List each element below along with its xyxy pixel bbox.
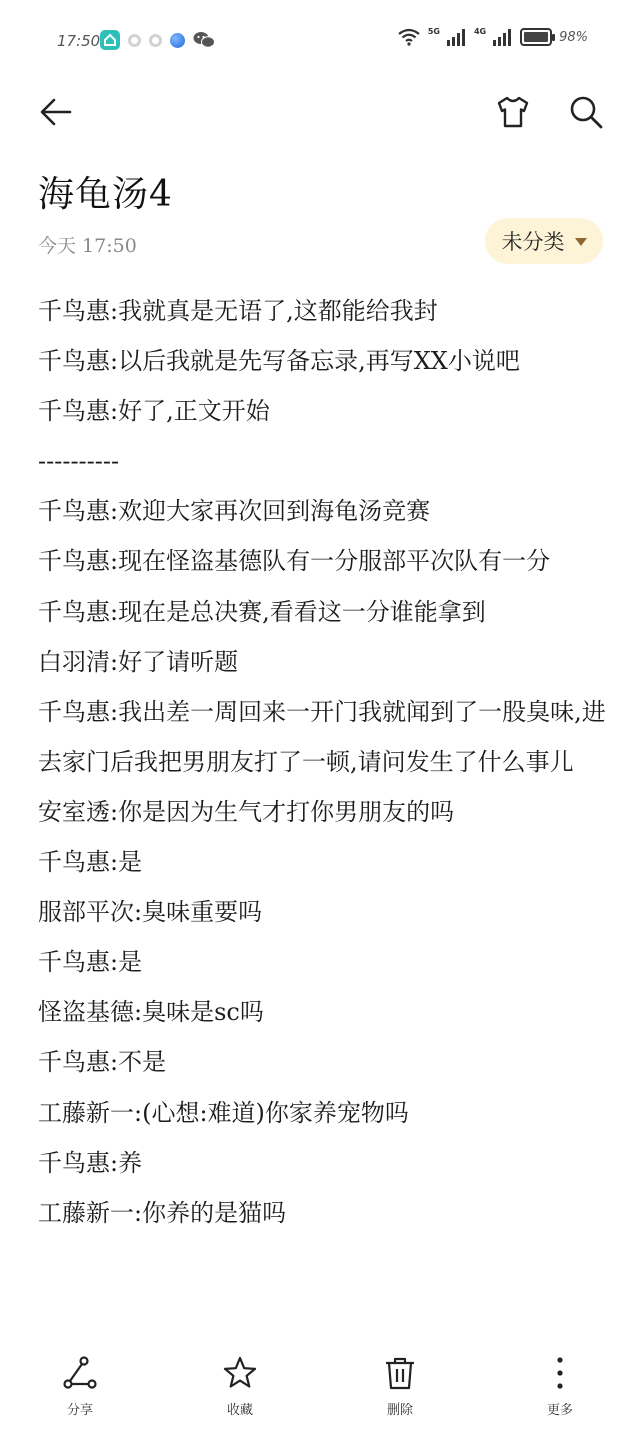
- note-line: 千鸟惠:是: [38, 848, 143, 877]
- note-line: 服部平次:臭味重要吗: [38, 898, 263, 927]
- category-dropdown[interactable]: [485, 218, 603, 264]
- note-line: 千鸟惠:是: [38, 948, 143, 977]
- delete-button[interactable]: [320, 1345, 480, 1429]
- arrow-left-icon: [39, 97, 73, 127]
- share-label: 分享: [66, 1403, 93, 1418]
- status-time: 17:50: [57, 32, 101, 50]
- share-button[interactable]: [0, 1345, 160, 1429]
- network-4g-label: 4G: [473, 26, 487, 36]
- more-vertical-icon: [542, 1355, 578, 1391]
- note-separator: ----------: [38, 447, 120, 476]
- note-title[interactable]: 海龟汤4: [38, 174, 173, 215]
- note-line: 千鸟惠:现在怪盗基德队有一分服部平次队有一分: [38, 547, 551, 576]
- search-icon: [568, 94, 604, 130]
- signal-5g-icon: [447, 28, 467, 46]
- note-line: 工藤新一:(心想:难道)你家养宠物吗: [38, 1098, 409, 1127]
- note-line: 安室透:你是因为生气才打你男朋友的吗: [38, 797, 455, 826]
- wechat-icon: [193, 31, 215, 49]
- note-body[interactable]: [38, 286, 606, 1336]
- category-label: 未分类: [501, 230, 565, 254]
- wifi-icon: [397, 28, 421, 46]
- theme-button[interactable]: [493, 92, 533, 132]
- back-button[interactable]: [36, 92, 76, 132]
- battery-icon: [520, 28, 552, 46]
- status-bar: [0, 0, 640, 84]
- trash-icon: [382, 1355, 418, 1391]
- note-timestamp: 今天 17:50: [38, 235, 137, 257]
- star-icon: [222, 1355, 258, 1391]
- note-line: 千鸟惠:不是: [38, 1048, 167, 1077]
- home-app-icon: [100, 30, 120, 50]
- search-button[interactable]: [566, 92, 606, 132]
- share-icon: [62, 1355, 98, 1391]
- notification-dot-icon: [128, 34, 141, 47]
- notification-dot-icon-2: [149, 34, 162, 47]
- note-line: 白羽清:好了请听题: [38, 647, 239, 676]
- battery-percentage: 98%: [559, 29, 588, 45]
- caret-down-icon: [575, 238, 587, 246]
- delete-label: 删除: [386, 1403, 413, 1418]
- note-line: 千鸟惠:欢迎大家再次回到海龟汤竞赛: [38, 497, 431, 526]
- note-line: 千鸟惠:我出差一周回来一开门我就闻到了一股臭味,进去家门后我把男朋友打了一顿,请问发生了什么事儿: [38, 697, 606, 776]
- bottom-action-bar: [0, 1345, 640, 1429]
- favorite-label: 收藏: [226, 1403, 253, 1418]
- note-line: 千鸟惠:我就真是无语了,这都能给我封: [38, 297, 438, 325]
- favorite-button[interactable]: [160, 1345, 320, 1429]
- network-5g-label: 5G: [427, 26, 440, 36]
- note-line: 千鸟惠:现在是总决赛,看看这一分谁能拿到: [38, 597, 486, 626]
- note-line: 千鸟惠:养: [38, 1148, 143, 1177]
- browser-app-icon: [170, 33, 185, 48]
- more-button[interactable]: [480, 1345, 640, 1429]
- signal-4g-icon: [493, 28, 513, 46]
- note-line: 怪盗基德:臭味是sc吗: [38, 998, 264, 1027]
- notification-icons: [100, 30, 215, 50]
- note-line: 千鸟惠:以后我就是先写备忘录,再写XX小说吧: [38, 347, 520, 376]
- system-status-icons: [397, 28, 588, 46]
- tshirt-icon: [495, 95, 531, 129]
- more-label: 更多: [546, 1403, 573, 1418]
- note-line: 千鸟惠:好了,正文开始: [38, 397, 270, 426]
- note-line: 工藤新一:你养的是猫吗: [38, 1198, 287, 1227]
